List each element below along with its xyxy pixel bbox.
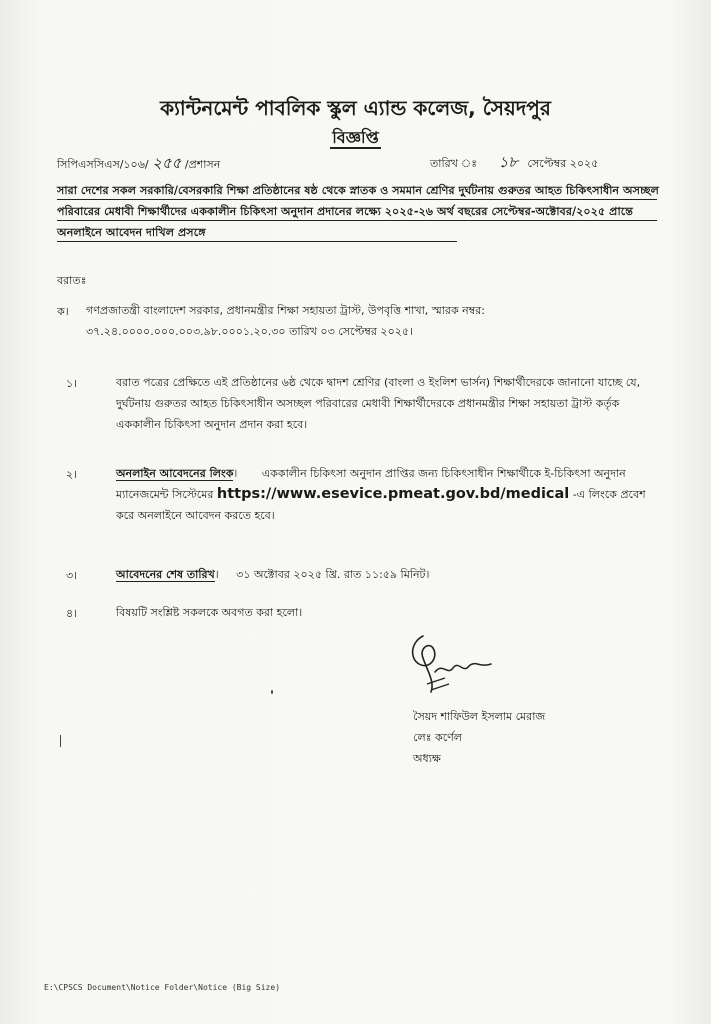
signatory-designation: অধ্যক্ষ	[413, 752, 441, 765]
memo-date	[430, 151, 598, 176]
point-2-number: ২।	[66, 468, 78, 481]
subject-underline-3	[57, 241, 457, 242]
application-link[interactable]: https://www.esevice.pmeat.gov.bd/medical	[216, 486, 570, 502]
paper-mark	[60, 735, 61, 747]
point-1-text: বরাত পত্রের প্রেক্ষিতে এই প্রতিষ্ঠানের ৬ষ্ঠ থেকে দ্বাদশ শ্রেণির (বাংলা ও ইংলিশ ভার্সন) শিক্ষার্থীদেরকে জানানো যাচ্ছে যে, দুর্ঘটনায় গুরুতর আহত চিকিৎসাধীন অসচ্ছল পরিবারের মেধাবী শিক্ষার্থীদেরকে প্রধানমন্ত্রীর শিক্ষা সহায়তা ট্রাস্ট কর্তৃক এককালীন চিকিৎসা অনুদান প্রদান করা হবে।	[116, 376, 641, 431]
point-2-body: অনলাইন আবেদনের লিংক। এককালীন চিকিৎসা অনুদান প্রাপ্তির জন্য চিকিৎসাধীন শিক্ষার্থীকে ই-চিকিৎসা অনুদান ম্যানেজমেন্ট সিস্টেমের https://www.esevice.pmeat.gov.bd/medical -এ লিংকে প্রবেশ করে অনলাইনে আবেদন করতে হবে।	[116, 467, 646, 522]
memo-ref-prefix: সিপিএসসিএস/১০৬/	[57, 158, 149, 171]
signature-mark	[405, 628, 505, 704]
memo-reference	[57, 152, 220, 177]
point-2-text-before: এককালীন চিকিৎসা অনুদান প্রাপ্তির জন্য চিকিৎসাধীন শিক্ষার্থীকে ই-চিকিৎসা অনুদান ম্যানেজমেন্ট সিস্টেমের	[116, 467, 626, 501]
date-label: তারিখ ঃ	[430, 157, 478, 170]
reference-item-marker: ক।	[57, 305, 69, 318]
point-2-text-after: -এ লিংকে প্রবেশ করে অনলাইনে আবেদন করতে হবে।	[116, 488, 646, 522]
notice-title-text: বিজ্ঞপ্তি	[332, 128, 379, 147]
notice-title	[0, 125, 711, 152]
signatory-rank: লেঃ কর্ণেল	[413, 731, 462, 744]
file-path-footer: E:\CPSCS Document\Notice Folder\Notice (Big Size)	[44, 983, 281, 992]
point-3-number: ৩।	[66, 569, 78, 582]
reference-item-text: গণপ্রজাতন্ত্রী বাংলাদেশ সরকার, প্রধানমন্ত্রীর শিক্ষা সহায়তা ট্রাস্ট, উপবৃত্তি শাখা, স্মারক নম্বর: ৩৭.২৪.০০০০.০০০.০০৩.৯৮.০০০১.২০.৩০ তারিখ ০৩ সেপ্টেম্বর ২০২৫।	[86, 304, 485, 338]
point-3-heading: আবেদনের শেষ তারিখ	[116, 568, 215, 581]
point-4-number: ৪।	[66, 607, 78, 620]
point-3-text: ৩১ অক্টোবর ২০২৫ খ্রি. রাত ১১:৫৯ মিনিট।	[236, 568, 430, 581]
date-month-year: সেপ্টেম্বর ২০২৫	[527, 157, 599, 170]
school-name: ক্যান্টনমেন্ট পাবলিক স্কুল এ্যান্ড কলেজ, সৈয়দপুর	[160, 96, 551, 120]
point-4-text: বিষয়টি সংশ্লিষ্ট সকলকে অবগত করা হলো।	[116, 606, 303, 619]
reference-label: বরাতঃ	[57, 274, 87, 287]
signatory-name: সৈয়দ শাফিউল ইসলাম মেরাজ	[413, 710, 546, 723]
subject-underline-1	[57, 199, 657, 200]
point-2-heading: অনলাইন আবেদনের লিংক	[116, 467, 234, 480]
memo-ref-number: ২৫৫	[152, 154, 182, 172]
paper-speck	[271, 690, 273, 694]
subject-underline-2	[57, 220, 657, 221]
date-day: ১৮	[498, 153, 519, 171]
point-3-body: আবেদনের শেষ তারিখ। ৩১ অক্টোবর ২০২৫ খ্রি. রাত ১১:৫৯ মিনিট।	[116, 568, 430, 581]
memo-ref-suffix: /প্রশাসন	[184, 158, 221, 171]
point-1-number: ১।	[66, 377, 78, 390]
subject-text: সারা দেশের সকল সরকারি/বেসরকারি শিক্ষা প্রতিষ্ঠানের ষষ্ঠ থেকে স্নাতক ও সমমান শ্রেণির দুর্ঘটনায় গুরুতর আহত চিকিৎসাধীন অসচ্ছল পরিবারের মেধাবী শিক্ষার্থীদের এককালীন চিকিৎসা অনুদান প্রদানের লক্ষ্যে ২০২৫-২৬ অর্থ বছরের সেপ্টেম্বর-অক্টোবর/২০২৫ প্রান্তে অনলাইনে আবেদন দাখিল প্রসঙ্গে	[57, 184, 659, 239]
